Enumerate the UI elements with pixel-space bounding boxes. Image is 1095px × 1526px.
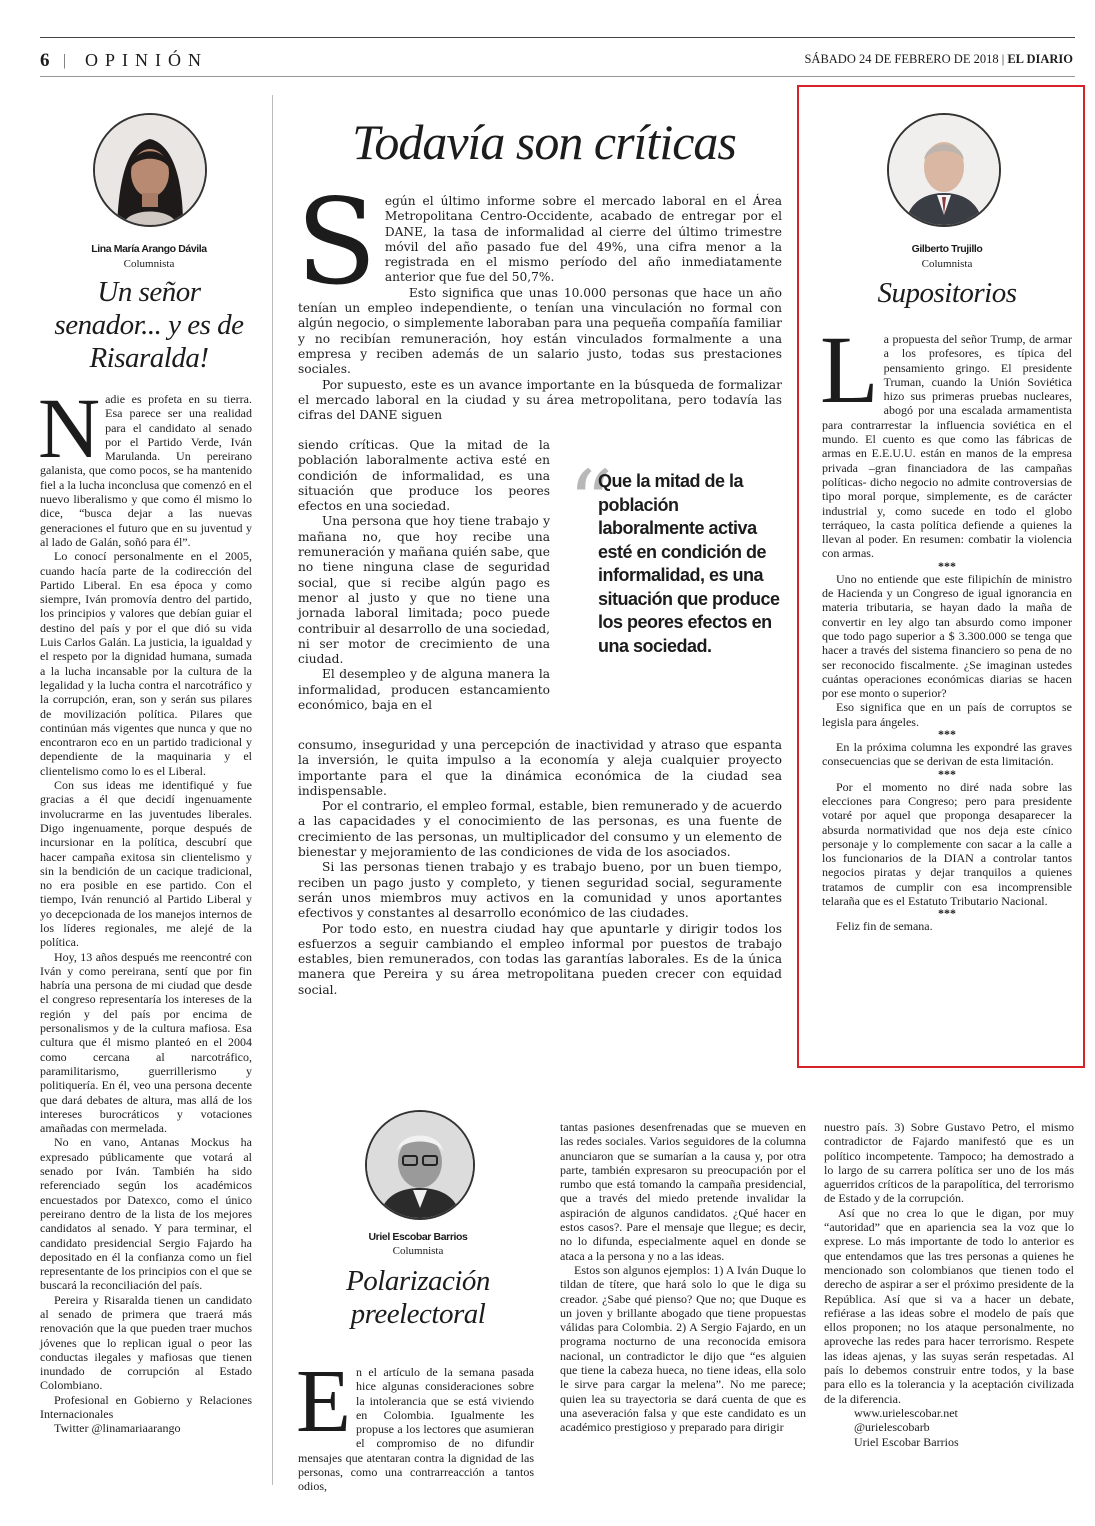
author-name-left: Lina María Arango Dávila: [91, 243, 207, 255]
header-bottom-rule: [40, 76, 1075, 77]
dropcap-bottom: E: [296, 1352, 351, 1451]
column-body-bottom-2: tantas pasiones desenfrenadas que se mueven en las redes sociales. Varios seguidores de la columna anunciaron que se sumarían a la causa y, por otra parte, también expresaron su preocupación por el rumbo que está tomando la campaña presidencial, que a través del miedo pretende invalidar la aspiración de algunos candidatos. ¿Qué hacer en estos casos?. Pare el mensaje que llegue; es decir, no lo difunda, especialmente aquel en donde se ataca a la persona y no a las ideas. Estos son algunos ejemplos: 1) A Iván Duque lo tildan de títere, que hará solo lo que le diga su creador. ¿Sabe qué pienso? Que no; que Duque es un joven y brillante abogado que tiene propuestas válidas para Colombia. 2) A Sergio Fajardo, en un programa nocturno de una reconocida emisora nacional, un contradictor le dijo que “es alguien que tiene la cabeza hueca, no tiene ideas, ella solo le sirve para cargar la melena”. No me parece; quien lea su trayectoria se dará cuenta de que es una aseveración falsa y que este candidato es un académico prestigioso y preparado para dirigir: [560, 1120, 806, 1435]
separator-stars: ***: [938, 558, 956, 573]
separator-stars: ***: [938, 727, 956, 742]
separator-stars: ***: [938, 766, 956, 781]
dropcap-editorial: S: [296, 173, 377, 311]
author-role-bottom: Columnista: [392, 1245, 444, 1257]
column-body-bottom-1: En el artículo de la semana pasada hice algunas consideraciones sobre la intolerancia que se está viviendo en Colombia. Igualmente les propuse a los lectores que asumieran el compromiso de no difundir mensajes que atentaran contra la dignidad de las personas, como una contrarreacción a tantos odios,: [296, 1352, 534, 1494]
dropcap-left: N: [38, 380, 101, 476]
editorial-title: Todavía son críticas: [352, 114, 736, 170]
header-separator: |: [63, 52, 67, 69]
newspaper-name: EL DIARIO: [1007, 52, 1073, 66]
section-name: OPINIÓN: [85, 50, 208, 70]
pull-quote: Que la mitad de la población laboralmente activa esté en condición de informalidad, es una situación que produce los peores efectos en una sociedad.: [598, 471, 780, 656]
author-photo-bottom: [365, 1110, 475, 1220]
author-name-right: Gilberto Trujillo: [911, 243, 983, 255]
quote-mark: “: [568, 451, 613, 554]
author-photo-left: [93, 113, 207, 227]
page-number: 6: [40, 50, 50, 71]
column-body-right: La propuesta del señor Trump, de armar a los profesores, es típica del pensamiento gringo. El presidente Truman, cuando la Unión Soviética hizo sus primeras pruebas nucleares, abogó por una escalada armamentista para contrarrestar la influencia soviética en el mundo. El cuento es que como las fábricas de armas en E.E.U.U. están en manos de la empresa privada –gran financiadora de las campañas políticas- dicho negocio no admite controversias de tipo moral porque, simplemente, es de carácter industrial y, como sucede en todo el globo terráqueo, la casta política defiende a quienes la llevan al poder. En resumen: combatir la violencia con armas. *** Uno no entiende que este filipichín de ministro de Hacienda y un Congreso de igual ignorancia en materia tributaria, se hayan dado la maña de convertir en ley algo tan absurdo como imponer que todo pago superior a $ 3.300.000 se tenga que hacer a través del sistema financiero so pena de no ser reconocido fiscalmente. ¿Se imaginan ustedes cuántas operaciones económicas diarias se hacen por ese monto o superior? Eso significa que en un país de corruptos se legisla para ángeles. *** En la próxima columna les expondré las graves consecuencias que se derivan de esta limitación. *** Por el momento no diré nada sobre las elecciones para Congreso; pero para presidente votaré por aquel que proponga desaparecer la absurda normatividad que nos deja este cínico personaje y lo complemente con sacar a la calle a los funcionarios de la DIAN a controlar tantos negocios piratas y dejar tranquilos a quienes tratamos de cumplir con esa incomprensible telaraña que es el Estatuto Tributario Nacional. *** Feliz fin de semana.: [820, 316, 1072, 934]
column-body-bottom-3: nuestro país. 3) Sobre Gustavo Petro, el mismo contradictor de Fajardo manifestó que es un político incompetente. Tampoco; ha demostrado a lo largo de su carrera política ser uno de los más aguerridos críticos de la parapolítica, del terrorismo de Estado y de la corrupción. Así que no crea lo que le digan, por muy “autoridad” que en apariencia sea la voz que lo exprese. Lo más importante de todo lo anterior es que entendamos que las tres personas a quienes he mencionado son colombianos que tienen todo el derecho de aspirar a ser el próximo presidente de la República. Así que si va a hacer un debate, refiérase a las ideas sobre el modelo de país que ellos proponen; no los ataque personalmente, no aproveche las redes para hacer terrorismo. Respete las ideas ajenas, y las suyas serán respetadas. Al país lo debemos construir entre todos, y la base para ello es la tolerancia y la aceptación civilizada de la diferencia. www.urielescobar.net @urielescobarb Uriel Escobar Barrios: [824, 1120, 1074, 1449]
author-role-right: Columnista: [921, 258, 973, 270]
dropcap-right: L: [820, 316, 879, 423]
author-role-left: Columnista: [123, 258, 175, 270]
editorial-body-bottom: consumo, inseguridad y una percepción de inactividad y atraso que espanta la inversión, le quita impulso a la economía y aleja cualquier proyecto importante para el que la dinámica económica de la ciudad sea indispensable. Por el contrario, el empleo formal, estable, bien remunerado y de acuerdo a las capacidades y el conocimiento de las personas, es una fuente de crecimiento de las personas, un multiplicador del consumo y un elemento de bienestar y mejoramiento de las condiciones de vida de los asociados. Si las personas tienen trabajo y es trabajo bueno, por un buen tiempo, reciben un pago justo y completo, y tienen seguridad social, seguramente serán unos miembros muy activos en la comunidad y unos aportantes efectivos y constantes al desarrollo económico de las ciudades. Por todo esto, en nuestra ciudad hay que apuntarle y dirigir todos los esfuerzos a seguir cambiando el empleo informal por puestos de trabajo estables, bien remunerados, con todas las garantías laborales. Es de la única manera que Pereira y su área metropolitana pueden crecer con equidad social.: [298, 738, 782, 997]
separator-stars: ***: [938, 906, 956, 921]
author-name-bottom: Uriel Escobar Barrios: [368, 1231, 468, 1243]
issue-date: SÁBADO 24 DE FEBRERO DE 2018 | EL DIARIO: [804, 52, 1073, 66]
column-title-right: Supositorios: [877, 277, 1017, 309]
column-title-bottom: Polarización preelectoral: [346, 1265, 490, 1330]
column-divider-left: [272, 95, 273, 1485]
editorial-body-top: Según el último informe sobre el mercado laboral en el Área Metropolitana Centro-Occidente, acabado de entregar por el DANE, la tasa de informalidad al cierre del último trimestre móvil del año pasado fue del 49%, una cifra menor a la registrada en el mismo período del año inmediatamente anterior que fue del 50,7%. Esto significa que unas 10.000 personas que hace un año tenían un empleo independiente, o tenían una vinculación no formal con algún negocio, o simplemente laboraban para una pequeña compañía familiar y no recibían remuneración, hoy están vinculados formalmente a una empresa y reciben además de un salario justo, todas sus prestaciones sociales. Por supuesto, este es un avance importante en la búsqueda de formalizar el mercado laboral en la ciudad y su área metropolitana, pero todavía las cifras del DANE siguen: [296, 173, 782, 423]
column-title-left: Un señor senador... y es de Risaralda!: [54, 276, 244, 374]
editorial-body-narrow: siendo críticas. Que la mitad de la población laboralmente activa esté en condición de informalidad, es una situación que produce los peores efectos en una sociedad. Una persona que hoy tiene trabajo y mañana no, que hoy recibe una remuneración y mañana quién sabe, que no tiene ninguna clase de seguridad social, que si recibe algún pago es menor al justo y que no tiene una jornada laboral limitada; poco puede contribuir al desarrollo de una sociedad, ni ser motor de crecimiento de una ciudad. El desempleo y de alguna manera la informalidad, producen estancamiento económico, baja en el: [298, 438, 550, 713]
header-top-rule: [40, 37, 1075, 38]
author-photo-right: [887, 113, 1001, 227]
column-body-left: Nadie es profeta en su tierra. Esa parece ser una realidad para el candidato al senado por el Partido Verde, Iván Marulanda. Un pereirano galanista, que como pocos, se ha mantenido fiel a la lucha inconclusa que comenzó en el nuevo liberalismo y que como él mismo lo dice, “busca dejar a las nuevas generaciones el futuro que en su juventud y al lado de Galán, soñó para él”. Lo conocí personalmente en el 2005, cuando hacía parte de la codirección del Partido Liberal. En esa época y como siempre, Iván promovía dentro del partido, los principios y valores que debían guiar el destino del país y por el que dió su vida Luis Carlos Galán. La justicia, la igualdad y el respeto por la dignidad humana, sumada a la lucha incansable por la cultura de la legalidad y la lucha contra el narcotráfico y la corrupción, eran, son y serán sus pilares de movilización política. Pilares que continúan más vigentes que nunca y que no encontraron eco en un partido tradicional y dependiente de la maquinaria y el clientelismo como lo es el Liberal. Con sus ideas me identifiqué y fue gracias a él que decidí ingenuamente involucrarme en las juventudes liberales. Digo ingenuamente, porque después de incursionar en la política, descubrí que hacer campaña exitosa sin clientelismo y sin la bendición de un cacique tradicional, no era posible en ese partido. Con el tiempo, Iván renunció al Partido Liberal y yo decepcionada de los manejos internos de los líderes regionales, me alejé de la política. Hoy, 13 años después me reencontré con Iván y como pereirana, sentí que por fin habría una persona de mi ciudad que desde el congreso representaría los intereses de la región y del país por encima de personalismos y de la cultura mafiosa. Esa cultura que él mismo planteó en el 2004 como cercana al narcotráfico, paramilitarismo, guerrillerismo y politiquería. En él, veo una persona decente que dará debates de altura, mas allá de los intereses burocráticos y votaciones amañadas con mermelada. No en vano, Antanas Mockus ha expresado públicamente que votará al senado por Iván. También ha sido referenciado según los académicos encuestados por Datexco, como el único pereirano dentro de la lista de los mejores candidatos al senado. Y para terminar, el candidato presidencial Sergio Fajardo ha depositado en él la confianza como un fiel representante de los principios con el que se buscará la reconciliación del país. Pereira y Risaralda tienen un candidato al senado de primera que traerá más renovación que la que pueden traer muchos jóvenes que lo replican igual o peor las conductas ilegales y mafiosas que tienen inundado de corrupción al Estado Colombiano. Profesional en Gobierno y Relaciones Internacionales Twitter @linamariaarango: [38, 380, 252, 1436]
